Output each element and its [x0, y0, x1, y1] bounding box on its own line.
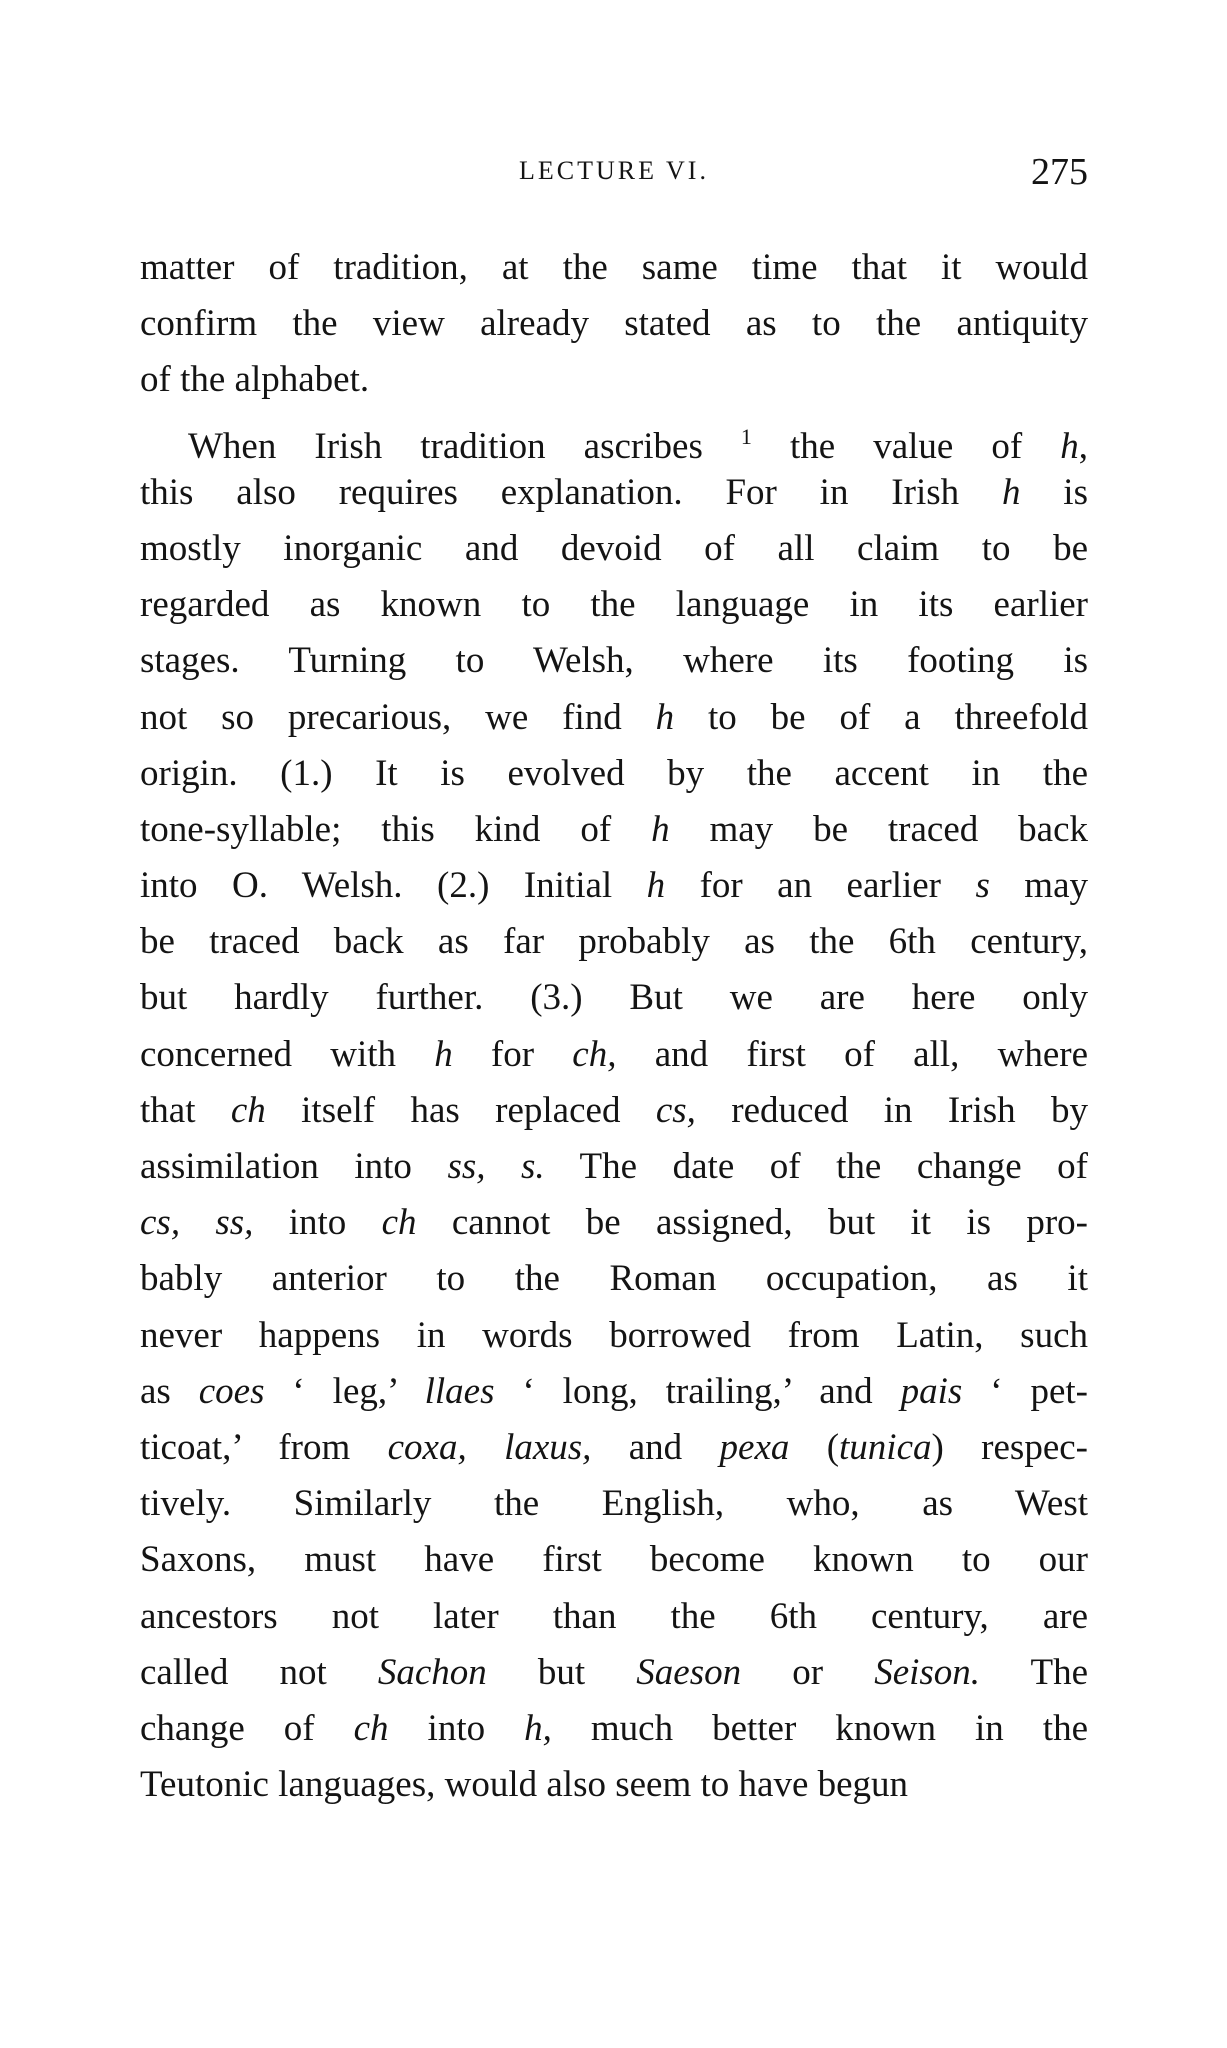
text-line: [140, 858, 1088, 914]
text-line: [140, 577, 1088, 633]
italic-text: h: [434, 1033, 453, 1075]
text-run: confirm the view already stated as to the antiquity: [140, 303, 1088, 345]
text-run: tone-syllable; this kind of: [140, 808, 652, 850]
text-run: but: [486, 1651, 637, 1693]
italic-text: ss, s.: [447, 1146, 545, 1187]
text-run: The: [980, 1651, 1089, 1693]
text-line: [140, 1645, 1088, 1701]
footnote-marker: 1: [740, 423, 752, 449]
text-run: change of: [140, 1707, 354, 1749]
text-run: (: [789, 1426, 840, 1468]
text-line: [140, 1589, 1088, 1645]
text-run: assimilation into: [140, 1146, 448, 1187]
italic-text: ch: [381, 1202, 417, 1244]
text-line: [140, 690, 1088, 746]
italic-text: h: [1060, 425, 1079, 467]
text-line: [140, 409, 1088, 465]
text-run: stages. Turning to Welsh, where its footing is: [140, 640, 1088, 682]
text-run: of the alphabet.: [140, 359, 370, 401]
text-run: into O. Welsh. (2.) Initial: [140, 865, 647, 907]
text-run: tively. Similarly the English, who, as West: [140, 1483, 1088, 1525]
text-run: called not: [140, 1651, 378, 1693]
running-title: LECTURE VI.: [519, 156, 709, 185]
text-run: When Irish tradition ascribes: [188, 425, 741, 467]
text-run: origin. (1.) It is evolved by the accent in the: [140, 752, 1088, 794]
italic-text: h,: [524, 1707, 552, 1749]
italic-text: cs, ss,: [140, 1202, 254, 1244]
italic-text: s: [975, 865, 990, 907]
text-run: concerned with: [140, 1033, 435, 1075]
text-run: Teutonic languages, would also seem to have begun: [140, 1764, 909, 1806]
text-run: cannot be assigned, but it is pro-: [416, 1202, 1089, 1244]
text-run: may be traced back: [669, 808, 1089, 850]
text-run: bably anterior to the Roman occupation, as it: [140, 1258, 1088, 1300]
text-run: ) respec-: [931, 1426, 1088, 1468]
text-run: be traced back as far probably as the 6th century,: [140, 921, 1088, 963]
text-run: ticoat,’ from: [140, 1426, 388, 1468]
italic-text: h: [1001, 471, 1021, 513]
text-run: [467, 1427, 504, 1468]
italic-text: coxa,: [387, 1426, 467, 1468]
page-number: 275: [1031, 151, 1088, 193]
text-run: itself has replaced: [265, 1089, 656, 1131]
text-line: [140, 1476, 1088, 1532]
italic-text: h: [651, 808, 670, 850]
italic-text: pais: [900, 1370, 963, 1412]
text-run: and first of all, where: [616, 1033, 1088, 1075]
italic-text: cs,: [655, 1089, 696, 1131]
text-run: but hardly further. (3.) But we are here only: [140, 977, 1088, 1019]
italic-text: coes: [198, 1370, 265, 1412]
italic-text: ch: [230, 1089, 266, 1131]
italic-text: laxus,: [504, 1426, 592, 1468]
text-line: [140, 240, 1088, 296]
text-run: not so precarious, we find: [140, 696, 656, 738]
text-run: ‘ long, trailing,’ and: [494, 1370, 901, 1412]
italic-text: Seison.: [874, 1651, 981, 1693]
italic-text: Saeson: [636, 1651, 742, 1693]
text-line: [140, 1532, 1088, 1588]
text-run: this also requires explanation. For in Irish: [140, 471, 1002, 513]
text-line: [140, 521, 1088, 577]
text-line: [140, 1308, 1088, 1364]
text-run: is: [1020, 471, 1088, 513]
text-run: and: [591, 1426, 720, 1468]
text-line: [140, 1251, 1088, 1307]
text-run: may: [989, 865, 1088, 907]
text-run: much better known in the: [551, 1707, 1088, 1749]
text-run: matter of tradition, at the same time that it would: [140, 247, 1088, 288]
text-run: Saxons, must have first become known to our: [140, 1539, 1088, 1581]
text-line: [140, 1083, 1088, 1139]
text-run: The date of the change of: [544, 1146, 1088, 1187]
text-line: [140, 1701, 1088, 1757]
text-run: into: [253, 1202, 382, 1244]
text-line: [140, 802, 1088, 858]
italic-text: pexa: [719, 1426, 790, 1468]
text-run: mostly inorganic and devoid of all claim to be: [140, 527, 1088, 569]
text-run: to be of a threefold: [674, 696, 1089, 738]
italic-text: Sachon: [377, 1651, 487, 1693]
italic-text: ch,: [572, 1033, 617, 1075]
text-run: never happens in words borrowed from Latin, such: [140, 1314, 1088, 1356]
text-run: ‘ pet-: [962, 1370, 1088, 1412]
text-line: [140, 914, 1088, 970]
italic-text: llaes: [424, 1370, 495, 1412]
text-run: reduced in Irish by: [695, 1089, 1089, 1131]
text-line: [140, 1139, 1088, 1195]
text-run: ‘ leg,’: [264, 1370, 425, 1412]
text-line: [140, 1364, 1088, 1420]
text-run: ancestors not later than the 6th century, are: [140, 1595, 1088, 1637]
text-run: that: [140, 1089, 231, 1131]
text-run: into: [388, 1707, 525, 1749]
text-line: [140, 970, 1088, 1026]
text-run: for: [452, 1033, 573, 1075]
italic-text: h: [646, 865, 666, 907]
text-run: as: [140, 1370, 199, 1412]
text-line: [140, 352, 1088, 408]
italic-text: ch: [353, 1707, 389, 1749]
text-run: ,: [1078, 425, 1088, 467]
text-line: [140, 1195, 1088, 1251]
page-header: [140, 150, 1088, 200]
text-run: or: [741, 1651, 875, 1693]
italic-text: tunica: [839, 1426, 932, 1468]
body-text: [140, 240, 1088, 1813]
text-line: [140, 633, 1088, 689]
text-run: for an earlier: [665, 865, 976, 907]
text-line: [140, 296, 1088, 352]
text-run: regarded as known to the language in its earlier: [140, 584, 1088, 626]
text-line: [140, 1027, 1088, 1083]
italic-text: h: [655, 696, 675, 738]
text-run: the value of: [751, 425, 1061, 467]
text-line: [140, 465, 1088, 521]
text-line: [140, 1420, 1088, 1476]
text-line: [140, 746, 1088, 802]
text-line: [140, 1757, 1088, 1813]
